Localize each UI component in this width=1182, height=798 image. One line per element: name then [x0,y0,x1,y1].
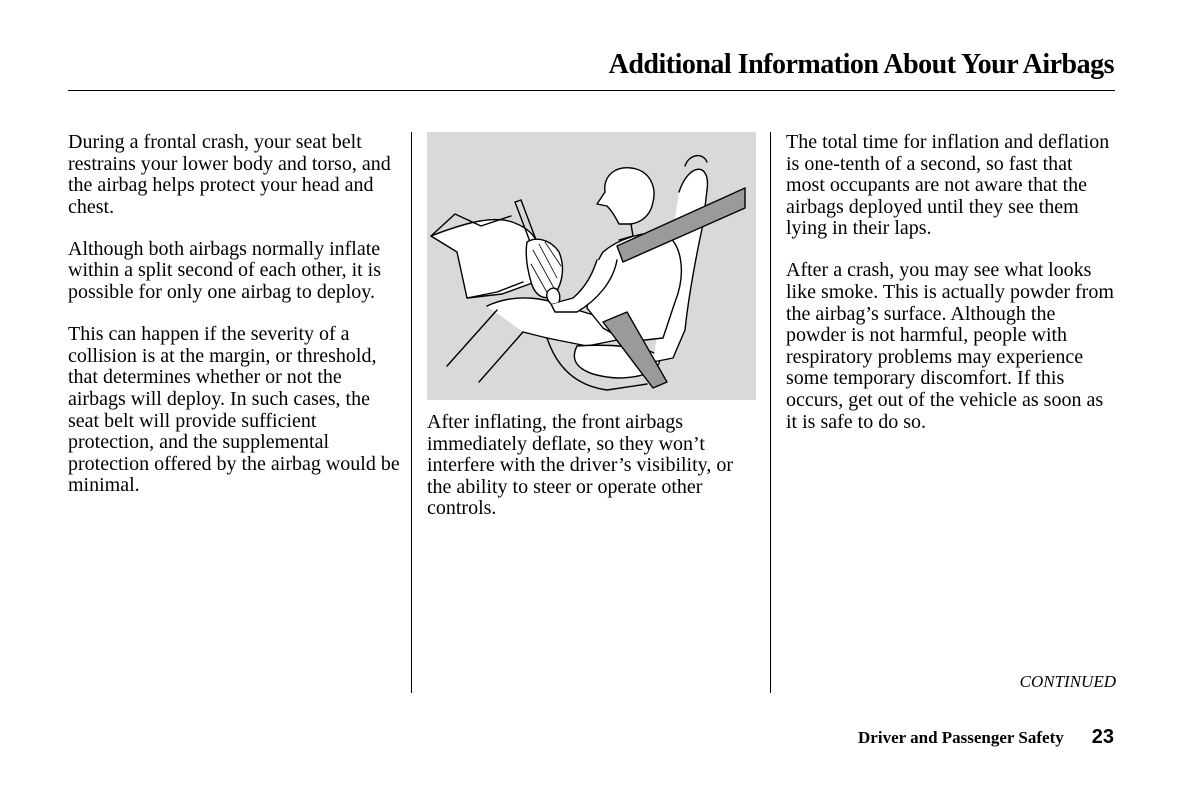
paragraph: This can happen if the severity of a collision is at the margin, or threshold, that determines whether or not the airbags will deploy. In such cases, the seat belt will provide sufficient protection, and the supplemental protection offered by the airbag would be minimal. [68,323,400,497]
right-column [786,132,1116,454]
page-title: Additional Information About Your Airbags [608,49,1114,80]
left-column [68,132,400,517]
column-divider [770,132,771,693]
paragraph: The total time for inflation and deflation is one-tenth of a second, so fast that most occupants are not aware that the airbags deployed until they see them lying in their laps. [786,131,1110,240]
page-number: 23 [1091,726,1114,748]
continued-label: CONTINUED [1019,672,1116,691]
header-rule [68,90,1115,91]
paragraph: After a crash, you may see what looks like smoke. This is actually powder from the airbag’s surface. Although the powder is not harmful, people with respiratory problems may experience some temporary discomfort. If this occurs, get out of the vehicle as soon as it is safe to do so. [786,259,1114,433]
paragraph: Although both airbags normally inflate within a split second of each other, it is possible for only one airbag to deploy. [68,237,382,304]
middle-column [427,132,757,520]
figure-caption: After inflating, the front airbags immediately deflate, so they won’t interfere with the driver’s visibility, or the ability to steer or operate other controls. [427,411,734,520]
section-name: Driver and Passenger Safety [858,728,1064,747]
paragraph: During a frontal crash, your seat belt restrains your lower body and torso, and the airbag helps protect your head and chest. [68,131,391,218]
page-footer [858,726,1114,749]
column-divider [411,132,412,693]
airbag-deflation-illustration [427,132,756,400]
